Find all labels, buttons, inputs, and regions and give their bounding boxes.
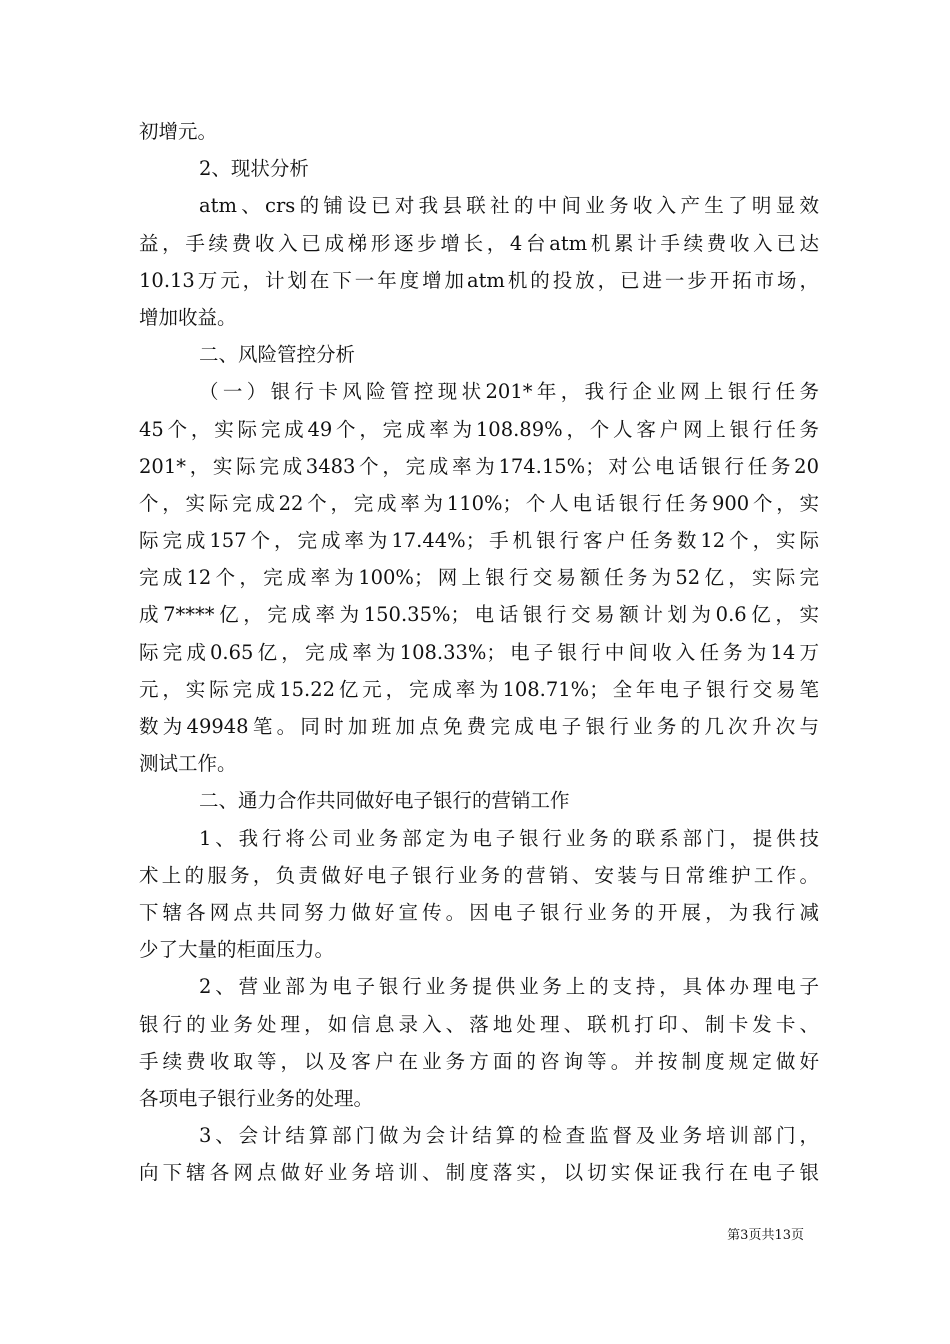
text-line: 元，实际完成15.22亿元，完成率为108.71%；全年电子银行交易笔 xyxy=(139,677,819,701)
text-line: 2、营业部为电子银行业务提供业务上的支持，具体办理电子 xyxy=(199,975,819,999)
page-number-footer: 第3页共13页 xyxy=(727,1228,804,1243)
text-line: 增加收益。 xyxy=(139,305,237,329)
text-line: 际完成157个，完成率为17.44%；手机银行客户任务数12个，实际 xyxy=(139,529,819,553)
text-line: 10.13万元，计划在下一年度增加atm机的投放，已进一步开拓市场， xyxy=(139,268,819,292)
text-line: 手续费收取等，以及客户在业务方面的咨询等。并按制度规定做好 xyxy=(139,1049,819,1073)
text-line: 下辖各网点共同努力做好宣传。因电子银行业务的开展，为我行减 xyxy=(139,900,819,924)
text-line: atm、crs的铺设已对我县联社的中间业务收入产生了明显效 xyxy=(199,194,819,218)
text-line: 银行的业务处理，如信息录入、落地处理、联机打印、制卡发卡、 xyxy=(139,1012,819,1036)
text-line: 2、现状分析 xyxy=(199,157,309,181)
text-line: 二、风险管控分析 xyxy=(199,343,356,367)
text-line: （一）银行卡风险管控现状201*年，我行企业网上银行任务 xyxy=(199,380,819,404)
text-line: 初增元。 xyxy=(139,120,218,143)
text-line: 3、会计结算部门做为会计结算的检查监督及业务培训部门， xyxy=(199,1124,819,1148)
text-line: 201*，实际完成3483个，完成率为174.15%；对公电话银行任务20 xyxy=(139,454,819,478)
document-body xyxy=(139,113,819,1191)
text-line: 成7****亿，完成率为150.35%；电话银行交易额计划为0.6亿，实 xyxy=(139,603,819,627)
text-line: 各项电子银行业务的处理。 xyxy=(139,1086,374,1110)
text-line: 术上的服务，负责做好电子银行业务的营销、安装与日常维护工作。 xyxy=(139,863,819,887)
text-line: 1、我行将公司业务部定为电子银行业务的联系部门，提供技 xyxy=(199,826,819,850)
text-line: 数为49948笔。同时加班加点免费完成电子银行业务的几次升次与 xyxy=(139,715,819,738)
text-line: 益，手续费收入已成梯形逐步增长，4台atm机累计手续费收入已达 xyxy=(139,231,819,255)
text-line: 完成12个，完成率为100%；网上银行交易额任务为52亿，实际完 xyxy=(139,566,819,590)
text-line: 二、通力合作共同做好电子银行的营销工作 xyxy=(199,789,570,813)
text-line: 际完成0.65亿，完成率为108.33%；电子银行中间收入任务为14万 xyxy=(139,640,819,664)
text-line: 少了大量的柜面压力。 xyxy=(139,938,335,962)
text-line: 个，实际完成22个，完成率为110%；个人电话银行任务900个，实 xyxy=(139,491,819,515)
text-line: 45个，实际完成49个，完成率为108.89%，个人客户网上银行任务 xyxy=(139,417,819,441)
text-line: 向下辖各网点做好业务培训、制度落实，以切实保证我行在电子银 xyxy=(139,1161,819,1185)
text-line: 测试工作。 xyxy=(139,752,237,776)
